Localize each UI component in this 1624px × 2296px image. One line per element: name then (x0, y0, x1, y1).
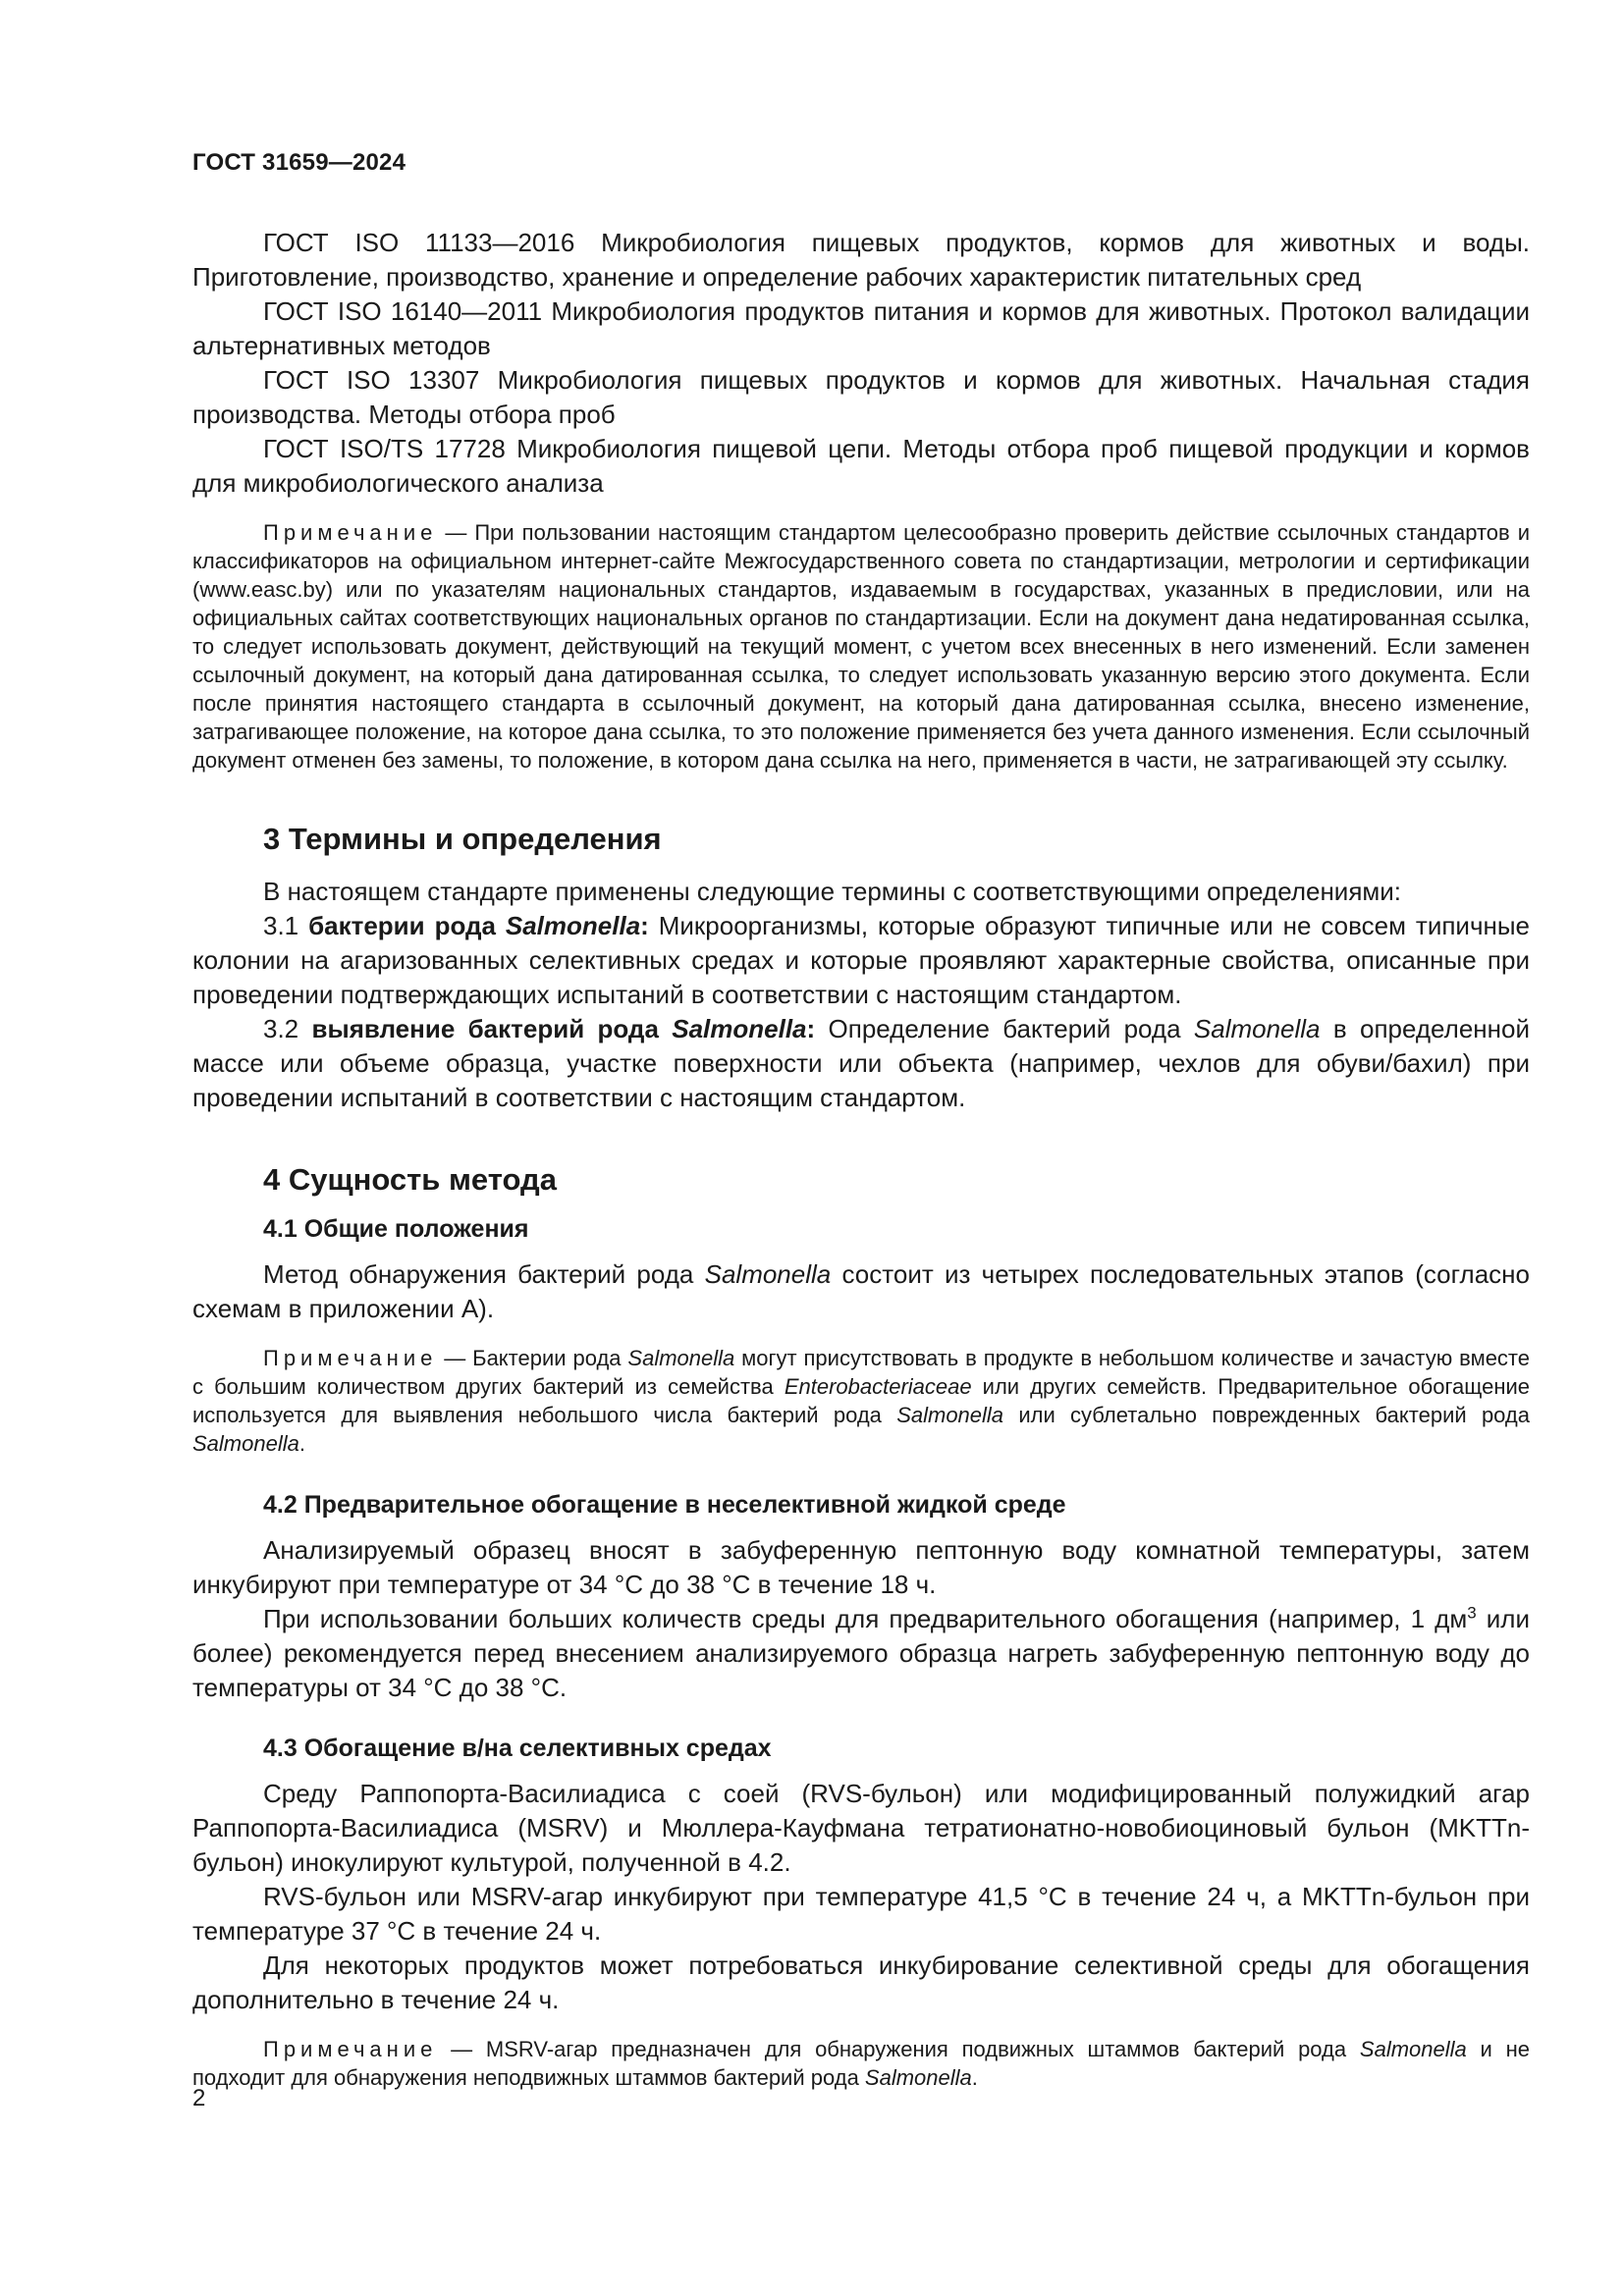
note-italic: Salmonella (1359, 2037, 1467, 2061)
paragraph-italic: Salmonella (704, 1259, 832, 1289)
note-text: — При пользовании настоящим стандартом целесообразно проверить действие ссылочных стандартов и классификаторов на официальном интернет-сайте Межгосударственного совета по стандартизации, метрологии и сертификации (www.easc.by) или по указателям национальных стандартов, издаваемым в государствах, указанных в предисловии, или на официальных сайтах соответствующих национальных органов по стандартизации. Если на документ дана недатированная ссылка, то следует использовать документ, действующий на текущий момент, с учетом всех внесенных в него изменений. Если заменен ссылочный документ, на который дана датированная ссылка, то следует использовать указанную версию этого документа. Если после принятия настоящего стандарта в ссылочный документ, на который дана датированная ссылка, внесено изменение, затрагивающее положение, на которое дана ссылка, то это положение применяется без учета данного изменения. Если ссылочный документ отменен без замены, то положение, в котором дана ссылка на него, применяется в части, не затрагивающей эту ссылку. (192, 520, 1530, 773)
page-number: 2 (192, 2085, 206, 2111)
subsection-4-1-paragraph (192, 1257, 1530, 1326)
subsection-4-1-note (192, 1344, 1530, 1458)
term-definition: Микроорганизмы, которые образуют типичные или не совсем типичные колонии на агаризованных селективных средах и которые проявляют характерные свойства, описанные при проведении подтверждающих испытаний в соответствии с настоящим стандартом. (192, 911, 1530, 1009)
term-number: 3.2 (263, 1014, 299, 1043)
term-name-italic: Salmonella (505, 911, 641, 940)
subsection-4-2-paragraph: Анализируемый образец вносят в забуференную пептонную воду комнатной температуры, затем инкубируют при температуре от 34 °С до 38 °С в течение 18 ч. (192, 1535, 1530, 1599)
note-text: или сублетально поврежденных бактерий рода (1003, 1403, 1530, 1427)
subsection-4-3-paragraph: Среду Раппопорта-Василиадиса с соей (RVS-бульон) или модифицированный полужидкий агар Раппопорта-Василиадиса (MSRV) и Мюллера-Кауфмана тетратионатно-новобиоциновый бульон (MKTTn-бульон) инокулируют культурой, полученной в 4.2. (192, 1779, 1530, 1877)
note-italic: Salmonella (627, 1346, 735, 1370)
term-definition: Определение бактерий рода (815, 1014, 1194, 1043)
paragraph-text: состоит из четырех последовательных этапов (согласно схемам в приложении А). (192, 1259, 1530, 1323)
note-italic: Salmonella (896, 1403, 1004, 1427)
note-text: или других семейств. Предварительное обогащение используется для выявления небольшого числа бактерий рода (192, 1374, 1531, 1427)
subsection-4-2-paragraph (192, 1602, 1530, 1705)
subsection-4-1-title: 4.1 Общие положения (263, 1215, 529, 1243)
section-3-title: 3 Термины и определения (263, 822, 662, 856)
subsection-4-3-title: 4.3 Обогащение в/на селективных средах (263, 1735, 772, 1762)
term-name-italic: Salmonella (672, 1014, 807, 1043)
note-italic: Salmonella (192, 1431, 299, 1456)
reference-item: ГОСТ ISO/TS 17728 Микробиология пищевой цепи. Методы отбора проб пищевой продукции и кормов для микробиологического анализа (192, 434, 1530, 498)
note-label: Примечание (263, 1346, 438, 1370)
reference-note (192, 518, 1530, 774)
term-definition: в определенной массе или объеме образца, участке поверхности или объекта (например, чехлов для обуви/бахил) при проведении испытаний в соответствии с настоящим стандартом. (192, 1014, 1530, 1112)
superscript: 3 (1467, 1603, 1477, 1623)
subsection-4-3-note (192, 2035, 1530, 2092)
term-name: бактерии рода (308, 911, 506, 940)
note-italic: Enterobacteriaceae (784, 1374, 972, 1399)
page-content (192, 226, 1530, 2092)
section-4-title: 4 Сущность метода (263, 1162, 557, 1197)
note-italic: Salmonella (864, 2065, 972, 2090)
term-name: выявление бактерий рода (311, 1014, 673, 1043)
term-3-2 (192, 1012, 1530, 1115)
subsection-4-3-paragraph: Для некоторых продуктов может потребоваться инкубирование селективной среды для обогащения дополнительно в течение 24 ч. (192, 1950, 1530, 2014)
note-text: могут присутствовать в продукте в небольшом количестве и зачастую вместе с большим количеством других бактерий из семейства (192, 1346, 1530, 1399)
note-text: — MSRV-агар предназначен для обнаружения подвижных штаммов бактерий рода (437, 2037, 1360, 2061)
reference-item: ГОСТ ISO 16140—2011 Микробиология продуктов питания и кормов для животных. Протокол валидации альтернативных методов (192, 296, 1530, 360)
paragraph-text: При использовании больших количеств среды для предварительного обогащения (например, 1 дм (263, 1604, 1468, 1633)
subsection-4-2-title: 4.2 Предварительное обогащение в неселективной жидкой среде (263, 1491, 1066, 1519)
paragraph-text: или более) рекомендуется перед внесением анализируемого образца нагреть забуференную пептонную воду до температуры от 34 °С до 38 °С. (192, 1604, 1530, 1702)
term-colon: : (806, 1014, 816, 1043)
document-header-code: ГОСТ 31659—2024 (192, 149, 406, 176)
reference-item: ГОСТ ISO 13307 Микробиология пищевых продуктов и кормов для животных. Начальная стадия производства. Методы отбора проб (192, 365, 1530, 429)
note-text: — Бактерии рода (437, 1346, 628, 1370)
note-text: . (298, 1431, 305, 1456)
term-3-1 (192, 909, 1530, 1012)
reference-item: ГОСТ ISO 11133—2016 Микробиология пищевых продуктов, кормов для животных и воды. Приготовление, производство, хранение и определение рабочих характеристик питательных сред (192, 228, 1530, 292)
section-3-intro: В настоящем стандарте применены следующие термины с соответствующими определениями: (263, 877, 1402, 906)
term-number: 3.1 (263, 911, 299, 940)
subsection-4-3-paragraph: RVS-бульон или MSRV-агар инкубируют при температуре 41,5 °С в течение 24 ч, а MKTTn-бульон при температуре 37 °С в течение 24 ч. (192, 1882, 1530, 1946)
paragraph-text: Метод обнаружения бактерий рода (263, 1259, 705, 1289)
note-label: Примечание (263, 2037, 438, 2061)
note-text: . (971, 2065, 978, 2090)
note-text: и не подходит для обнаружения неподвижных штаммов бактерий рода (192, 2037, 1530, 2090)
note-label: Примечание (263, 520, 438, 545)
term-colon: : (640, 911, 649, 940)
term-definition-italic: Salmonella (1193, 1014, 1321, 1043)
